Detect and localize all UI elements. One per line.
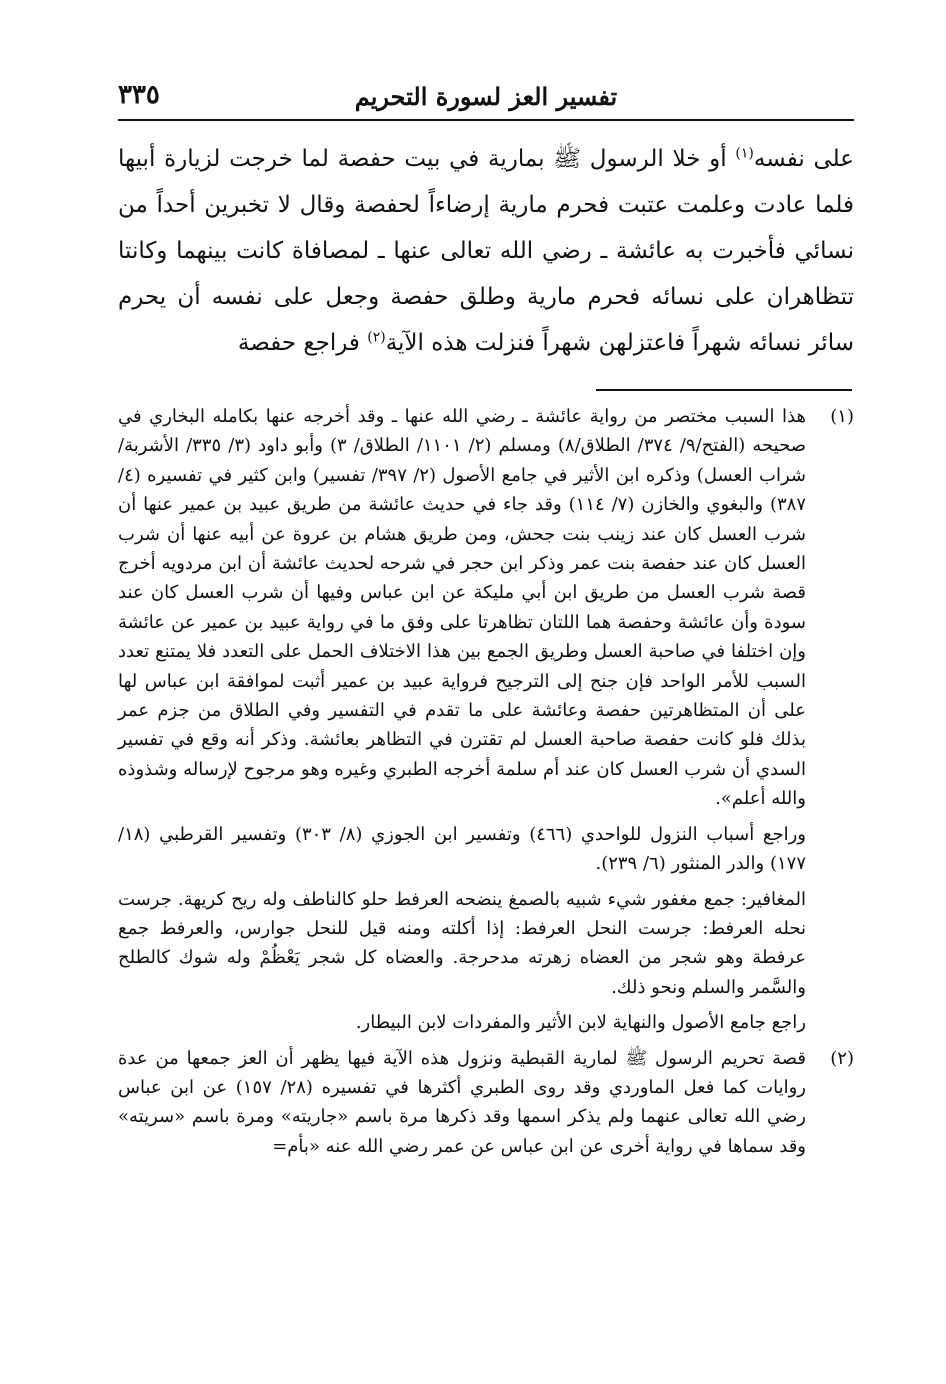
main-text <box>118 136 854 366</box>
footnote-paragraph: هذا السبب مختصر من رواية عائشة ـ رضي الله عنها ـ وقد أخرجه عنها بكامله البخاري في صحيحه (الفتح/٩/ ٣٧٤/ الطلاق/٨) ومسلم (٢/ ١١٠١/ الطلاق/ ٣) وأبو داود (٣/ ٣٣٥/ الأشربة/ شراب العسل) وذكره ابن الأثير في جامع الأصول (٢/ ٣٩٧/ تفسير) وابن كثير في تفسيره (٤/ ٣٨٧) والبغوي والخازن (٧/ ١١٤) وقد جاء في حديث عائشة من طريق عبيد بن عمير عنها أن شرب العسل كان عند زينب بنت جحش، ومن طريق هشام بن عروة عن أبيه عنها أن شرب العسل كان عند حفصة بنت عمر وذكر ابن حجر في شرحه لحديث عائشة أن ابن مردويه أخرج قصة شرب العسل من طريق ابن أبي مليكة عن ابن عباس وفيها أن شرب العسل كان عند سودة وأن عائشة وحفصة هما اللتان تظاهرتا على وفق ما في رواية عبيد بن عمير عن عائشة وإن اختلفا في صاحبة العسل وطريق الجمع بين هذا الاختلاف الحمل على التعدد فلا يمتنع تعدد السبب للأمر الواحد فإن جنح إلى الترجيح فرواية عبيد بن عمير أثبت لموافقة ابن عباس لها على أن المتظاهرتين حفصة وعائشة على ما تقدم في التفسير وفي الطلاق من جزم عمر بذلك فلو كانت حفصة صاحبة العسل لم تقترن في التظاهر بعائشة. وذكر أنه وقع في تفسير السدي أن شرب العسل كان عند أم سلمة أخرجه الطبري وغيره وهو مرجوح لإرساله وشذوذه والله أعلم». <box>118 406 806 810</box>
footnote-1 <box>118 402 854 1038</box>
running-header <box>118 78 854 118</box>
footnote-number: (٢) <box>830 1047 854 1069</box>
footnote-paragraph: راجع جامع الأصول والنهاية لابن الأثير والمفردات لابن البيطار. <box>355 1012 806 1034</box>
footnotes <box>118 402 854 1167</box>
running-title: تفسير العز لسورة التحريم <box>354 82 618 111</box>
footnote-2 <box>118 1044 854 1162</box>
footnote-ref-2: (٢) <box>367 329 386 346</box>
footnote-number: (١) <box>830 406 854 427</box>
footnote-paragraph: المغافير: جمع مغفور شيء شبيه بالصمغ ينضحه العرفط حلو كالناطف وله ريح كريهة. جرست نحله العرفط: جرست النحل العرفط: إذا أكلته ومنه قيل للنحل جوارس، والعرفط جمع عرفطة وهو شجر من العضاه زهرته مدحرجة. والعضاه كل شجر يَعْظُمْ وله شوك كالطلح والسَّمر والسلم ونحو ذلك. <box>118 888 806 998</box>
footnote-ref-1: (١) <box>735 145 754 162</box>
main-paragraph <box>118 136 854 366</box>
footnote-paragraph: قصة تحريم الرسول ﷺ لمارية القبطية ونزول هذه الآية فيها يظهر أن العز جمعها من عدة روايات كما فعل الماوردي وقد روى الطبري أكثرها في تفسيره (٢٨/ ١٥٧) عن ابن عباس رضي الله تعالى عنهما ولم يذكر اسمها وقد ذكرها مرة باسم «جاريته» ومرة باسم «سريته» وقد سماها في رواية أخرى عن ابن عباس عن عمر رضي الله عنه «بأم= <box>118 1047 806 1157</box>
footnote-rule <box>596 389 852 391</box>
page-number: ٣٣٥ <box>118 80 160 110</box>
main-text-part-2: أو خلا الرسول ﷺ بمارية في بيت حفصة لما خرجت لزيارة أبيها فلما عادت وعلمت عتبت فحرم مارية إرضاءاً لحفصة وقال لا تخبرين أحداً من نسائي فأخبرت به عائشة ـ رضي الله تعالى عنها ـ لمصافاة كانت بينهما وكانتا تتظاهران على نسائه فحرم مارية وطلق حفصة وجعل على نفسه أن يحرم سائر نسائه شهراً فاعتزلهن شهراً فنزلت هذه الآية <box>118 146 854 356</box>
main-text-part-3: فراجع حفصة <box>237 330 368 356</box>
main-text-part-1: على نفسه <box>753 146 854 172</box>
header-rule <box>118 119 854 121</box>
footnote-paragraph: وراجع أسباب النزول للواحدي (٤٦٦) وتفسير ابن الجوزي (٨/ ٣٠٣) وتفسير القرطبي (١٨/ ١٧٧) والدر المنثور (٦/ ٢٣٩). <box>118 823 806 875</box>
